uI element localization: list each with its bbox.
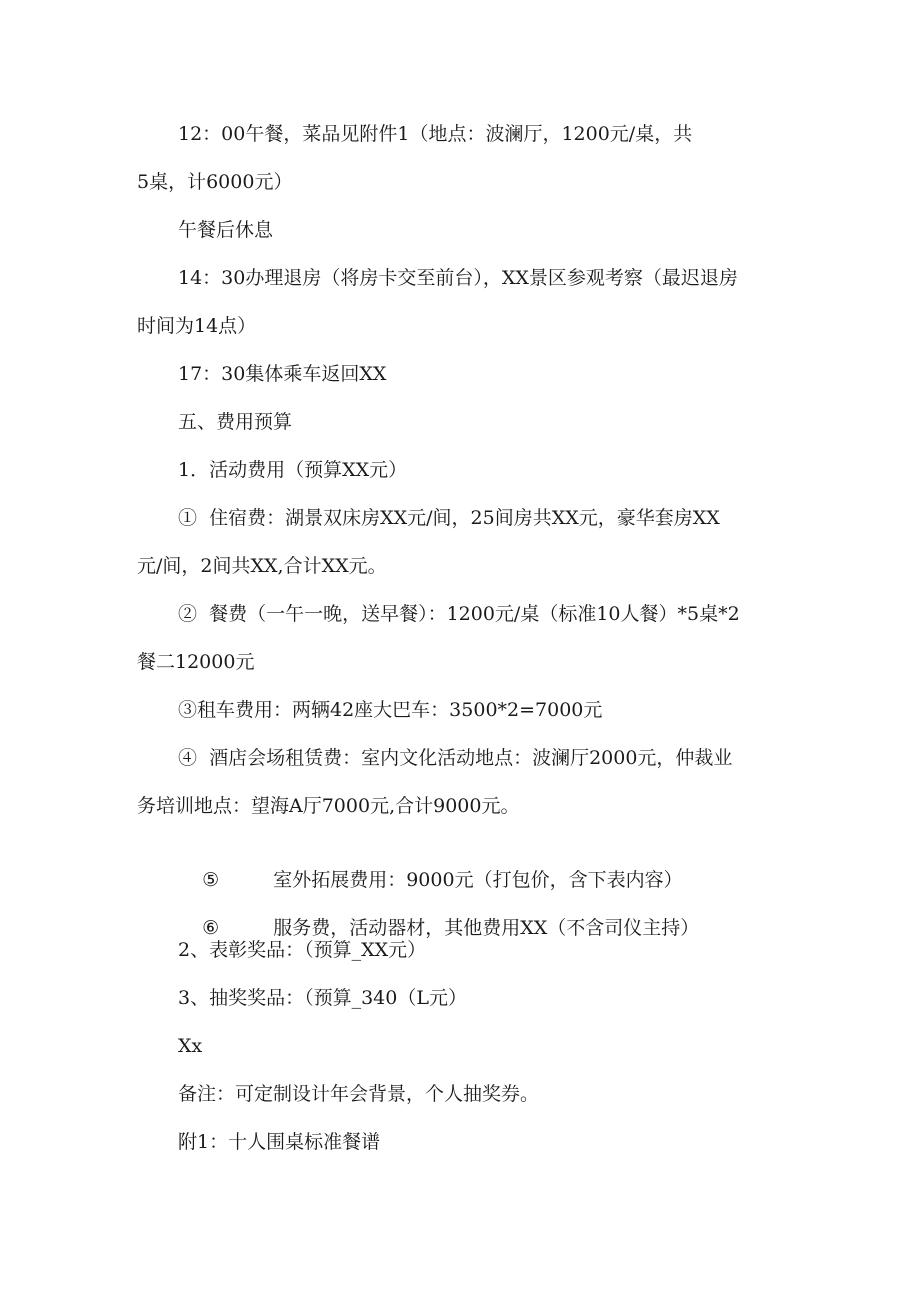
text-line: 时间为14点）	[137, 315, 257, 337]
text-line: ① 住宿费：湖景双床房XX元/间，25间房共XX元，豪华套房XX	[178, 507, 720, 529]
text-line: 5桌，计6000元）	[137, 171, 293, 193]
section-heading: 五、费用预算	[178, 411, 293, 433]
text-line: 元/间，2间共XX,合计XX元。	[137, 555, 387, 577]
text-line: 附1：十人围桌标准餐谱	[178, 1131, 381, 1153]
list-text: 室外拓展费用：9000元（打包价，含下表内容）	[273, 869, 683, 891]
list-marker: ⑤	[202, 869, 220, 891]
list-marker: ⑥	[202, 917, 220, 939]
text-line: ② 餐费（一午一晚，送早餐）：1200元/桌（标准10人餐）*5桌*2	[178, 603, 740, 625]
subsection-heading: 1．活动费用（预算XX元）	[178, 459, 408, 481]
text-line: 午餐后休息	[178, 219, 274, 241]
list-text: 服务费，活动器材，其他费用XX（不含司仪主持）	[273, 917, 700, 939]
text-line: 14：30办理退房（将房卡交至前台），XX景区参观考察（最迟退房	[178, 267, 738, 289]
text-line: ④ 酒店会场租赁费：室内文化活动地点：波澜厅2000元，仲裁业	[178, 747, 733, 769]
text-line: ③租车费用：两辆42座大巴车：3500*2=7000元	[178, 699, 603, 721]
text-line: 17：30集体乘车返回XX	[178, 363, 387, 385]
text-line: 2、表彰奖品：（预算_XX元）	[178, 939, 427, 961]
text-line: 务培训地点：望海A厅7000元,合计9000元。	[137, 795, 520, 817]
text-line: 餐二12000元	[137, 651, 255, 673]
text-line: Xx	[178, 1035, 203, 1057]
text-line: 12：00午餐，菜品见附件1（地点：波澜厅，1200元/桌，共	[178, 123, 693, 145]
text-line: 3、抽奖奖品：（预算_340（L元）	[178, 987, 467, 1009]
text-line: 备注：可定制设计年会背景，个人抽奖券。	[178, 1083, 540, 1105]
